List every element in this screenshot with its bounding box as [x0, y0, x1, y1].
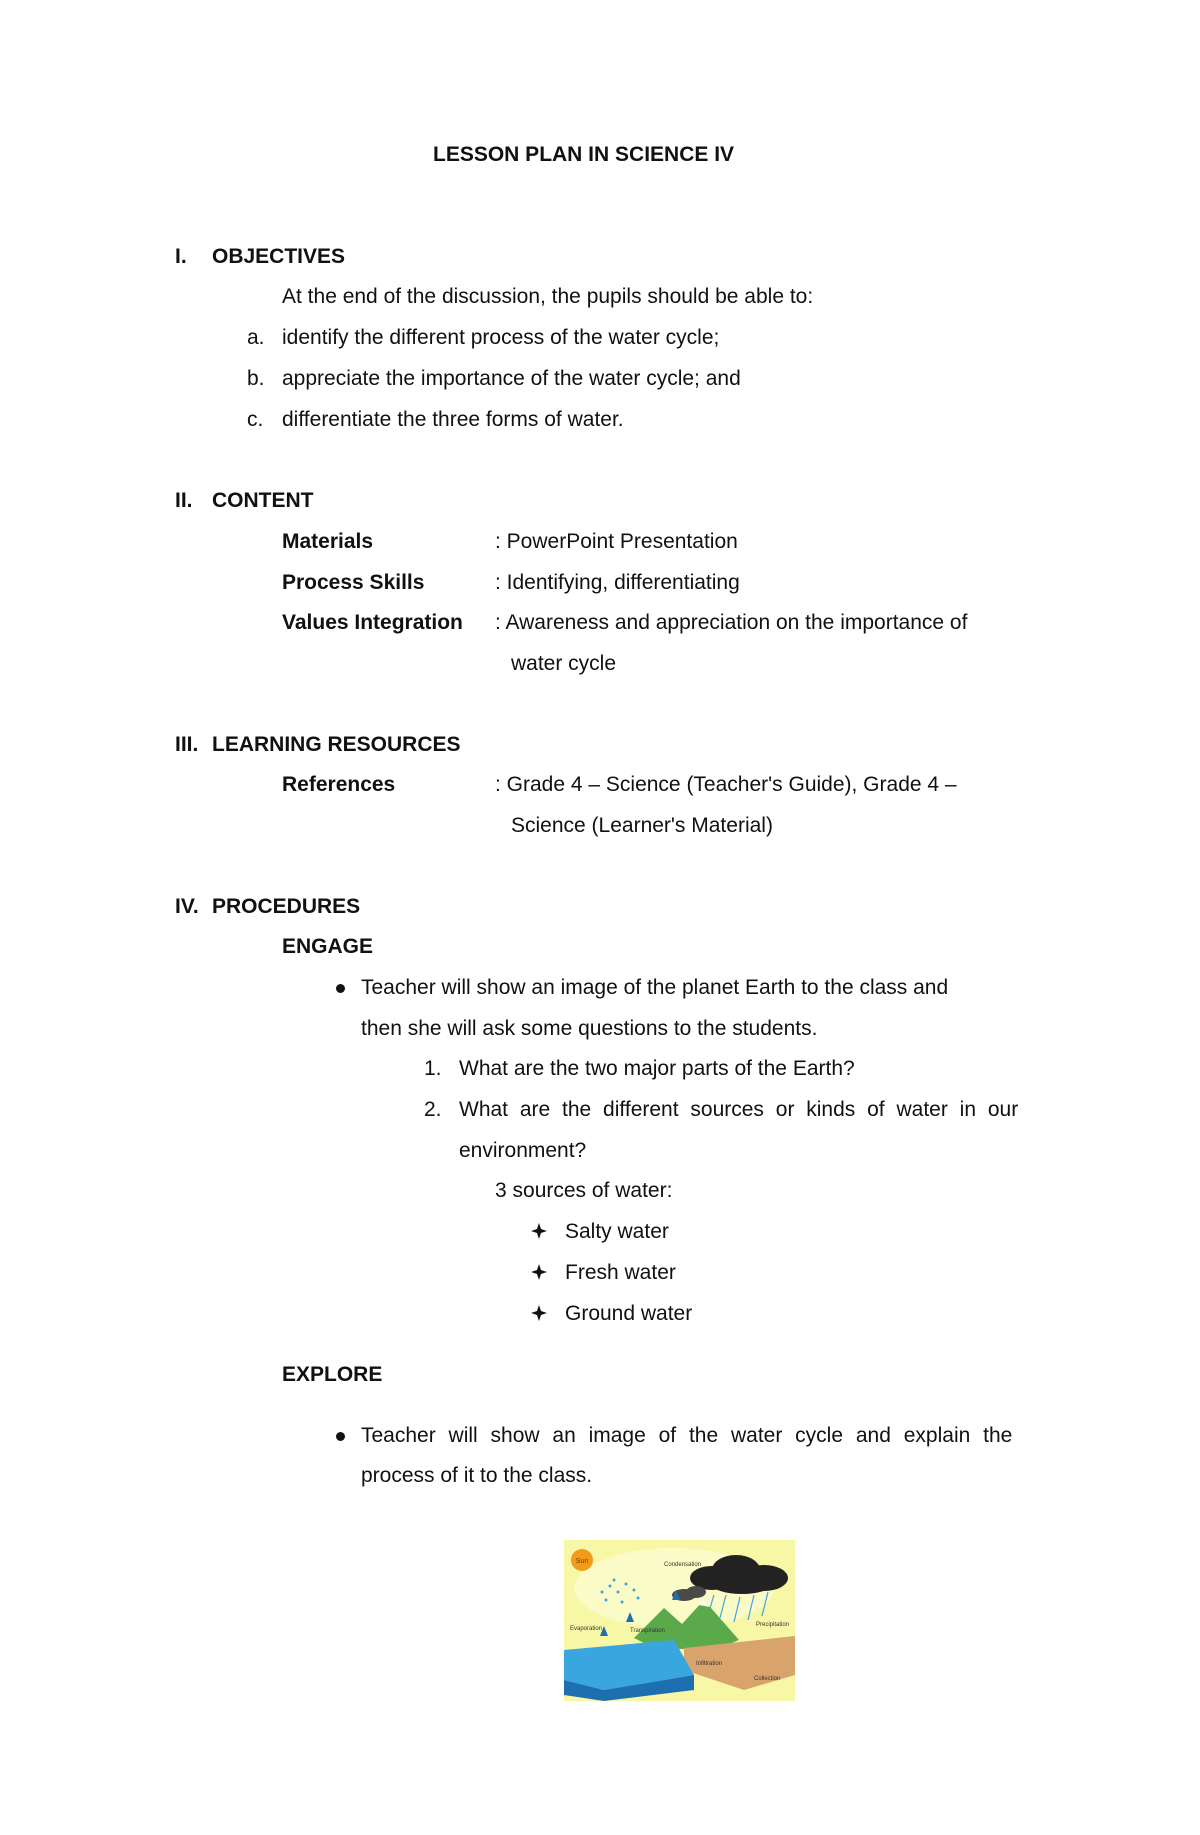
section-number-procedures: IV.: [175, 895, 199, 918]
sun-label: Sun: [575, 1558, 589, 1565]
objective-label: a.: [247, 326, 265, 349]
materials-label: Materials: [282, 530, 374, 553]
question-text: What are the different sources or kinds of water in our: [459, 1098, 1019, 1121]
objectives-intro: At the end of the discussion, the pupils should be able to:: [282, 285, 814, 308]
section-number-objectives: I.: [175, 245, 187, 268]
objective-label: c.: [247, 408, 264, 431]
water-cycle-diagram: [564, 1540, 795, 1701]
references-value: : Grade 4 – Science (Teacher's Guide), Grade 4 –: [495, 773, 957, 796]
source-item: Ground water: [565, 1302, 693, 1325]
evaporation-label: Evaporation: [570, 1626, 603, 1632]
process-skills-value: : Identifying, differentiating: [495, 571, 740, 594]
objective-label: b.: [247, 367, 265, 390]
engage-bullet-text: Teacher will show an image of the planet Earth to the class and: [361, 976, 949, 999]
source-item: Fresh water: [565, 1261, 676, 1284]
engage-heading: ENGAGE: [282, 935, 374, 958]
explore-heading: EXPLORE: [282, 1363, 383, 1386]
bullet-icon: [336, 1432, 345, 1441]
references-value-cont: Science (Learner's Material): [511, 814, 773, 837]
page-title: LESSON PLAN IN SCIENCE IV: [433, 143, 735, 166]
section-heading-content: CONTENT: [212, 489, 314, 512]
transpiration-label: Transpiration: [630, 1628, 665, 1634]
section-heading-resources: LEARNING RESOURCES: [212, 733, 461, 756]
section-number-resources: III.: [175, 733, 199, 756]
question-number: 1.: [424, 1057, 442, 1080]
sources-label: 3 sources of water:: [495, 1179, 673, 1202]
section-number-content: II.: [175, 489, 193, 512]
engage-bullet-text-cont: then she will ask some questions to the students.: [361, 1017, 818, 1040]
condensation-label: Condensation: [664, 1562, 702, 1568]
section-heading-objectives: OBJECTIVES: [212, 245, 346, 268]
question-text-cont: environment?: [459, 1139, 587, 1162]
collection-label: Collection: [754, 1676, 781, 1682]
materials-value: : PowerPoint Presentation: [495, 530, 738, 553]
objective-text: identify the different process of the water cycle;: [282, 326, 720, 349]
references-label: References: [282, 773, 396, 796]
diamond-bullet-icon: [531, 1264, 547, 1280]
infiltration-label: Infiltration: [696, 1661, 723, 1667]
question-number: 2.: [424, 1098, 442, 1121]
objective-text: appreciate the importance of the water cycle; and: [282, 367, 741, 390]
section-heading-procedures: PROCEDURES: [212, 895, 361, 918]
diamond-bullet-icon: [531, 1223, 547, 1239]
process-skills-label: Process Skills: [282, 571, 425, 594]
bullet-icon: [336, 984, 345, 993]
diamond-bullet-icon: [531, 1305, 547, 1321]
values-integration-label: Values Integration: [282, 611, 463, 634]
question-text: What are the two major parts of the Earth?: [459, 1057, 855, 1080]
explore-bullet-text: Teacher will show an image of the water cycle and explain the: [361, 1424, 1013, 1447]
source-item: Salty water: [565, 1220, 669, 1243]
values-integration-value: : Awareness and appreciation on the importance of: [495, 611, 968, 634]
values-integration-value-cont: water cycle: [511, 652, 617, 675]
precipitation-label: Precipitation: [756, 1622, 790, 1628]
objective-text: differentiate the three forms of water.: [282, 408, 624, 431]
explore-bullet-text-cont: process of it to the class.: [361, 1464, 593, 1487]
